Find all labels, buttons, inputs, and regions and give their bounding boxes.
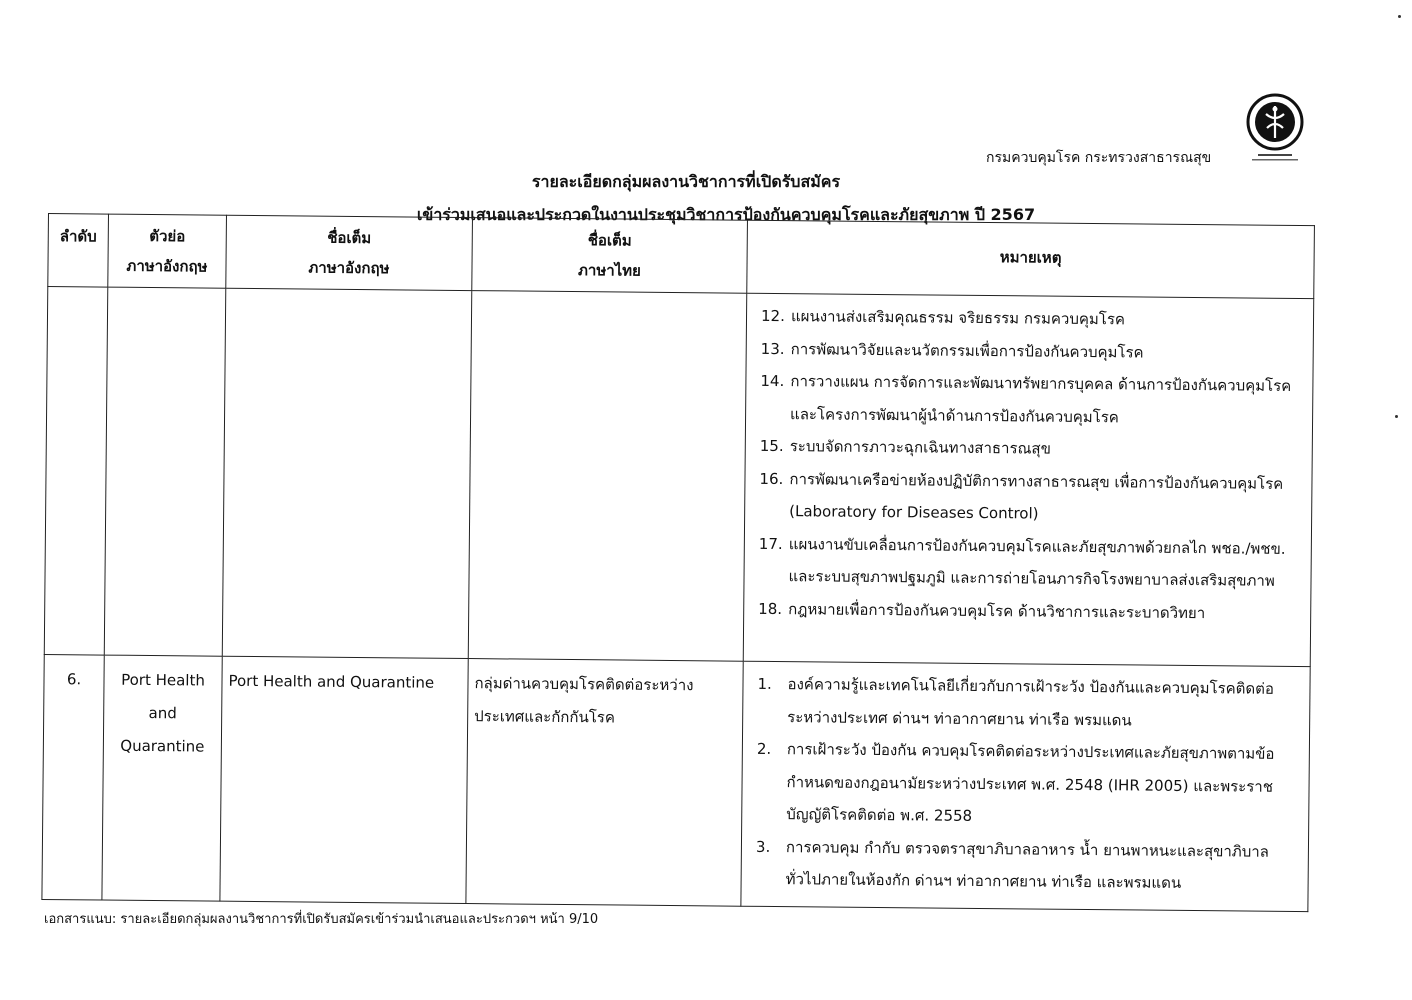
department-name: กรมควบคุมโรค กระทรวงสาธารณสุข bbox=[986, 150, 1212, 166]
list-item-text: องค์ความรู้และเทคโนโลยีเกี่ยวกับการเฝ้าระวัง ป้องกันและควบคุมโรคติดต่อระหว่างประเทศ ด่านฯ ท่าอากาศยาน ท่าเรือ พรมแดน bbox=[787, 675, 1275, 729]
col-header-remarks: หมายเหตุ bbox=[747, 220, 1315, 298]
row-full-en: Port Health and Quarantine bbox=[228, 671, 435, 692]
remarks-cell bbox=[743, 293, 1314, 666]
list-item-text: แผนงานขับเคลื่อนการป้องกันควบคุมโรคและภัยสุขภาพด้วยกลไก พชอ./พชข. และระบบสุขภาพปฐมภูมิ และการถ่ายโอนภารกิจโรงพยาบาลส่งเสริมสุขภาพ bbox=[788, 534, 1286, 590]
list-item-number: 17. bbox=[758, 534, 783, 553]
list-item bbox=[755, 830, 1298, 900]
page-subtitle: เข้าร่วมเสนอและประกวดในงานประชุมวิชาการป้องกันควบคุมโรคและภัยสุขภาพ ปี 2567 bbox=[416, 205, 1036, 224]
list-item-number: 16. bbox=[759, 469, 784, 488]
groups-table-wrapper bbox=[41, 213, 1314, 925]
list-item-text: การพัฒนาวิจัยและนวัตกรรมเพื่อการป้องกันควบคุมโรค bbox=[790, 339, 1144, 362]
groups-table bbox=[41, 213, 1315, 912]
col-header-abbr: ตัวย่อ ภาษาอังกฤษ bbox=[108, 214, 227, 288]
list-item-text: การเฝ้าระวัง ป้องกัน ควบคุมโรคติดต่อระหว่างประเทศและภัยสุขภาพตามข้อกำหนดของกฎอนามัยระหว่างประเทศ พ.ศ. 2548 (IHR 2005) และพระราชบัญญัติโรคติดต่อ พ.ศ. 2558 bbox=[786, 740, 1275, 825]
list-item-number: 2. bbox=[756, 739, 772, 758]
row-abbr: Port Health and Quarantine bbox=[120, 670, 205, 756]
col-header-no: ลำดับ bbox=[48, 214, 109, 288]
list-item-number: 3. bbox=[755, 837, 771, 856]
list-item bbox=[761, 332, 1303, 370]
list-item-text: กฎหมายเพื่อการป้องกันควบคุมโรค ด้านวิชาการและระบาดวิทยา bbox=[788, 599, 1206, 622]
list-item-number: 14. bbox=[760, 371, 785, 391]
scan-speck bbox=[1398, 15, 1401, 18]
list-item bbox=[759, 462, 1302, 532]
list-item bbox=[758, 592, 1300, 630]
list-item-number: 15. bbox=[759, 436, 784, 456]
list-item-number: 1. bbox=[757, 674, 772, 693]
list-item-number: 12. bbox=[760, 306, 785, 326]
list-item bbox=[761, 300, 1303, 338]
list-item bbox=[757, 668, 1300, 738]
table-row bbox=[42, 654, 1310, 911]
col-header-full-th: ชื่อเต็ม ภาษาไทย bbox=[472, 218, 748, 294]
remarks-list bbox=[744, 294, 1313, 630]
table-header-row bbox=[48, 214, 1315, 299]
document-footer: เอกสารแนบ: รายละเอียดกลุ่มผลงานวิชาการที่เปิดรับสมัครเข้าร่วมนำเสนอและประกวดฯ หน้า 9/10 bbox=[44, 912, 599, 927]
list-item-text: การพัฒนาเครือข่ายห้องปฏิบัติการทางสาธารณสุข เพื่อการป้องกันควบคุมโรค (Laboratory for Diseases Control) bbox=[789, 469, 1284, 523]
list-item-text: การควบคุม กำกับ ตรวจตราสุขาภิบาลอาหาร น้ำ ยานพาหนะและสุขาภิบาลทั่วไปภายในห้องกัก ด่านฯ ท่าอากาศยาน ท่าเรือ และพรมแดน bbox=[785, 837, 1269, 892]
remarks-list bbox=[741, 662, 1309, 901]
table-row bbox=[44, 287, 1313, 667]
list-item bbox=[760, 430, 1302, 468]
list-item bbox=[760, 365, 1303, 435]
list-item bbox=[758, 527, 1301, 597]
list-item-text: ระบบจัดการภาวะฉุกเฉินทางสาธารณสุข bbox=[789, 437, 1051, 458]
list-item-text: การวางแผน การจัดการและพัฒนาทรัพยากรบุคคล ด้านการป้องกันควบคุมโรค และโครงการพัฒนาผู้นำด้านการป้องกันควบคุมโรค bbox=[790, 372, 1292, 426]
remarks-cell bbox=[741, 661, 1310, 911]
col-header-full-en: ชื่อเต็ม ภาษาอังกฤษ bbox=[226, 215, 473, 290]
ddc-seal-icon bbox=[1240, 92, 1310, 168]
list-item-text: แผนงานส่งเสริมคุณธรรม จริยธรรม กรมควบคุมโรค bbox=[790, 307, 1126, 329]
list-item-number: 13. bbox=[760, 339, 785, 358]
list-item bbox=[756, 733, 1299, 836]
list-item-number: 18. bbox=[758, 599, 783, 618]
row-number: 6. bbox=[66, 670, 82, 689]
page-title: รายละเอียดกลุ่มผลงานวิชาการที่เปิดรับสมัคร bbox=[531, 172, 841, 191]
row-full-th: กลุ่มด่านควบคุมโรคติดต่อระหว่างประเทศและกักกันโรค bbox=[474, 674, 694, 727]
scan-speck bbox=[1395, 415, 1398, 418]
